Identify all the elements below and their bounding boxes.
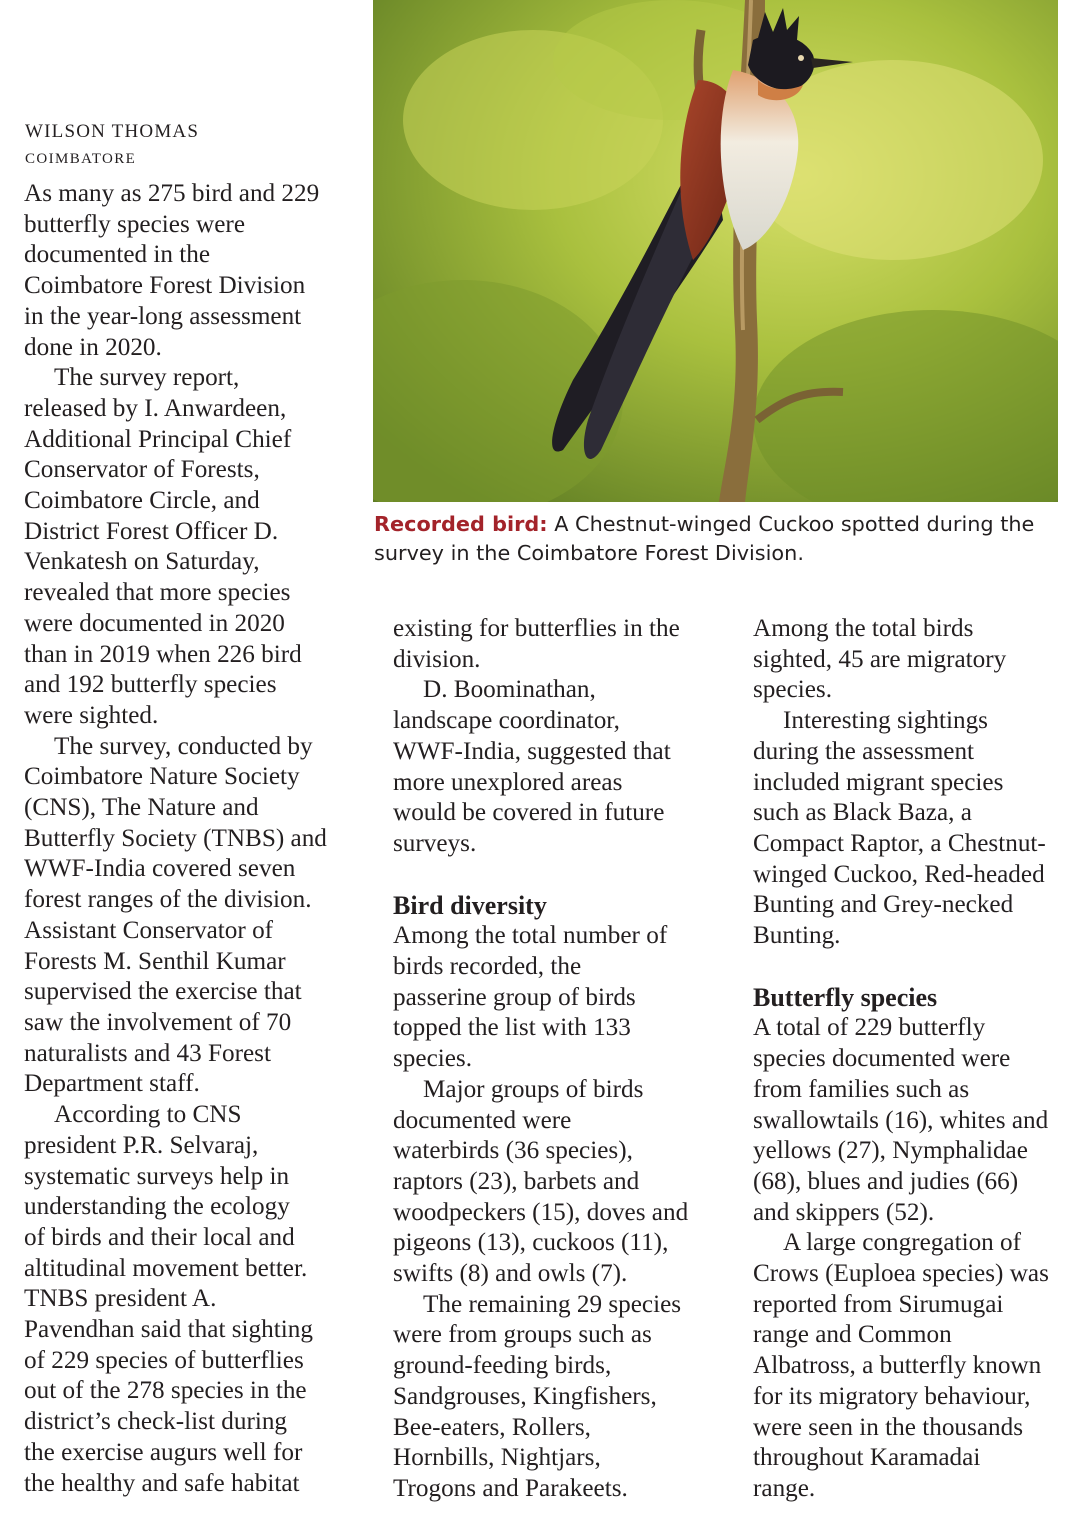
text-line: Compact Raptor, a Chestnut- (753, 829, 1046, 857)
text-line: were from groups such as (393, 1321, 652, 1349)
text-line: ground-feeding birds, (393, 1352, 612, 1380)
text-line: passerine group of birds (393, 983, 636, 1011)
text-line: D. Boominathan, (423, 676, 596, 704)
text-line: division. (393, 645, 481, 673)
text-line: forest ranges of the division. (24, 886, 312, 914)
text-line: (68), blues and judies (66) (753, 1167, 1019, 1195)
byline (25, 120, 199, 171)
text-line: swallowtails (16), whites and (753, 1106, 1049, 1134)
text-line: existing for butterflies in the (393, 615, 680, 642)
text-line: species. (753, 676, 833, 704)
text-line: As many as 275 bird and 229 (24, 180, 320, 207)
text-line: District Forest Officer D. (24, 517, 279, 545)
subhead-butterfly-species: Butterfly species (753, 982, 938, 1012)
text-line: Bee-eaters, Rollers, (393, 1413, 591, 1441)
caption-label: Recorded bird: (374, 512, 548, 536)
text-line: Additional Principal Chief (24, 425, 292, 453)
text-line: in the year-long assessment (24, 302, 302, 330)
text-line: yellows (27), Nymphalidae (753, 1137, 1028, 1165)
text-line: Among the total birds (753, 615, 974, 642)
subhead-bird-diversity: Bird diversity (393, 890, 547, 920)
bird-photo (373, 0, 1058, 502)
text-line: landscape coordinator, (393, 707, 620, 735)
text-line: Sandgrouses, Kingfishers, (393, 1382, 657, 1410)
text-line: According to CNS (54, 1101, 242, 1129)
text-line: saw the involvement of 70 (24, 1008, 292, 1036)
text-line: the exercise augurs well for (24, 1438, 303, 1466)
text-line: more unexplored areas (393, 768, 623, 796)
dateline-location: COIMBATORE (25, 151, 137, 167)
text-line: raptors (23), barbets and (393, 1167, 640, 1195)
text-line: Among the total number of (393, 922, 668, 950)
text-line: Trogons and Parakeets. (393, 1474, 628, 1502)
text-line: WWF-India covered seven (24, 855, 296, 883)
text-line: Albatross, a butterfly known (753, 1352, 1042, 1380)
text-line: The remaining 29 species (423, 1290, 682, 1318)
text-line: A large congregation of (783, 1229, 1022, 1257)
text-line: of birds and their local and (24, 1223, 295, 1251)
text-line: range and Common (753, 1321, 952, 1349)
text-line: winged Cuckoo, Red-headed (753, 860, 1045, 888)
text-line: were sighted. (24, 701, 159, 729)
text-line: and 192 butterfly species (24, 671, 277, 699)
text-line: birds recorded, the (393, 953, 582, 981)
article-column-1 (24, 179, 364, 1499)
text-line: throughout Karamadai (753, 1444, 981, 1472)
photo-caption (374, 510, 1074, 568)
text-line: Hornbills, Nightjars, (393, 1444, 601, 1472)
text-line: woodpeckers (15), doves and (393, 1198, 689, 1226)
text-line: the healthy and safe habitat (24, 1469, 300, 1497)
text-line: Bunting. (753, 922, 841, 950)
text-line: revealed that more species (24, 579, 291, 607)
text-line: were seen in the thousands (753, 1413, 1023, 1441)
text-line: district’s check-list during (24, 1408, 288, 1436)
text-line: than in 2019 when 226 bird (24, 640, 302, 668)
text-line: altitudinal movement better. (24, 1254, 308, 1282)
text-line: were documented in 2020 (24, 609, 285, 637)
text-line: documented were (393, 1106, 572, 1134)
text-line: (CNS), The Nature and (24, 794, 259, 822)
text-line: Interesting sightings (783, 707, 988, 735)
text-line: Coimbatore Forest Division (24, 272, 306, 300)
text-line: of 229 species of butterflies (24, 1346, 304, 1374)
text-line: surveys. (393, 829, 477, 857)
text-line: swifts (8) and owls (7). (393, 1260, 628, 1288)
text-line: Butterfly Society (TNBS) and (24, 824, 327, 852)
author-name: WILSON THOMAS (25, 121, 200, 142)
text-line: Forests M. Senthil Kumar (24, 947, 286, 975)
text-line: from families such as (753, 1075, 970, 1103)
caption-line-2: survey in the Coimbatore Forest Division. (374, 541, 804, 565)
text-line: understanding the ecology (24, 1193, 290, 1221)
text-line: species documented were (753, 1045, 1011, 1073)
text-line: president P.R. Selvaraj, (24, 1131, 259, 1159)
article-column-2 (393, 614, 733, 1505)
text-line: Pavendhan said that sighting (24, 1316, 313, 1344)
text-line: Assistant Conservator of (24, 916, 274, 944)
text-line: included migrant species (753, 768, 1004, 796)
text-line: species. (393, 1045, 473, 1073)
text-line: released by I. Anwardeen, (24, 394, 287, 422)
text-line: The survey report, (54, 364, 240, 392)
text-line: out of the 278 species in the (24, 1377, 307, 1405)
text-line: TNBS president A. (24, 1285, 217, 1313)
text-line: Venkatesh on Saturday, (24, 548, 260, 576)
text-line: reported from Sirumugai (753, 1290, 1004, 1318)
text-line: Conservator of Forests, (24, 456, 260, 484)
text-line: supervised the exercise that (24, 978, 302, 1006)
caption-text: A Chestnut-winged Cuckoo spotted during the (554, 512, 1035, 536)
text-line: pigeons (13), cuckoos (11), (393, 1229, 669, 1257)
text-line: for its migratory behaviour, (753, 1382, 1031, 1410)
text-line: Crows (Euploea species) was (753, 1260, 1049, 1288)
article-column-3 (753, 614, 1088, 1505)
text-line: during the assessment (753, 737, 975, 765)
text-line: topped the list with 133 (393, 1014, 631, 1042)
text-line: WWF-India, suggested that (393, 737, 671, 765)
text-line: Department staff. (24, 1070, 200, 1098)
text-line: A total of 229 butterfly (753, 1014, 986, 1042)
text-line: would be covered in future (393, 799, 665, 827)
text-line: waterbirds (36 species), (393, 1137, 633, 1165)
text-line: Bunting and Grey-necked (753, 891, 1014, 919)
text-line: Coimbatore Nature Society (24, 763, 300, 791)
text-line: documented in the (24, 241, 211, 269)
text-line: range. (753, 1474, 816, 1502)
caption-line-1 (374, 510, 1074, 539)
text-line: done in 2020. (24, 333, 162, 361)
text-line: sighted, 45 are migratory (753, 645, 1007, 673)
text-line: such as Black Baza, a (753, 799, 972, 827)
text-line: butterfly species were (24, 210, 245, 238)
text-line: naturalists and 43 Forest (24, 1039, 271, 1067)
text-line: Major groups of birds (423, 1075, 644, 1103)
text-line: Coimbatore Circle, and (24, 487, 260, 515)
text-line: The survey, conducted by (54, 732, 313, 760)
text-line: and skippers (52). (753, 1198, 935, 1226)
text-line: systematic surveys help in (24, 1162, 290, 1190)
chestnut-winged-cuckoo-image (373, 0, 1058, 502)
